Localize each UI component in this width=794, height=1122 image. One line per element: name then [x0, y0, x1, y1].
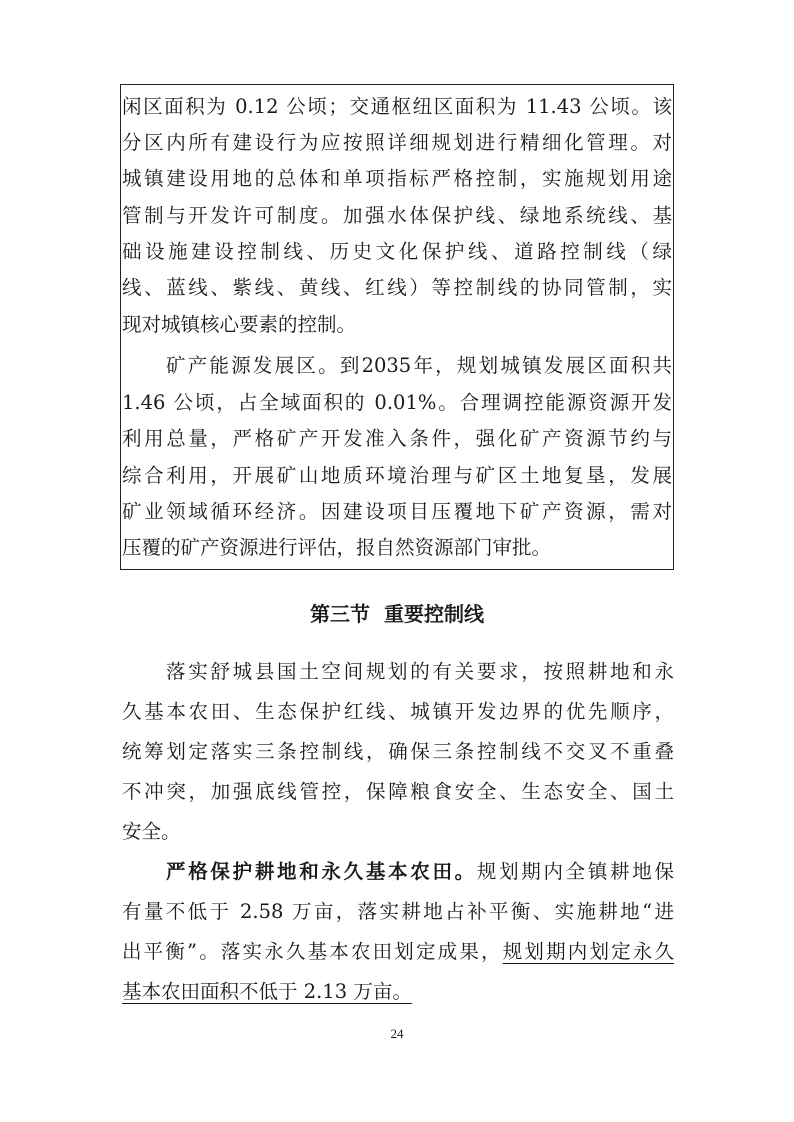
bold-lead: 严格保护耕地和永久基本农田。 — [166, 860, 477, 883]
body-line: 不冲突，加强底线管控，保障粮食安全、生态安全、国土 — [122, 780, 674, 803]
box-line: 压覆的矿产资源进行评估，报自然资源部门审批。 — [122, 536, 552, 559]
body-line: 有量不低于 2.58 万亩，落实耕地占补平衡、实施耕地“进 — [122, 900, 674, 923]
box-line: 矿产能源发展区。到2035年，规划城镇发展区面积共 — [166, 354, 672, 377]
box-line: 线、蓝线、紫线、黄线、红线）等控制线的协同管制，实 — [122, 276, 672, 299]
box-line: 管制与开发许可制度。加强水体保护线、绿地系统线、基 — [122, 204, 672, 227]
box-line: 现对城镇核心要素的控制。 — [122, 313, 357, 336]
body-line — [122, 940, 674, 964]
body-line: 落实舒城县国土空间规划的有关要求，按照耕地和永 — [166, 660, 674, 683]
underlined-text: 规划期内划定永久 — [502, 940, 674, 963]
body-line: 统筹划定落实三条控制线，确保三条控制线不交叉不重叠 — [122, 740, 674, 763]
text-run: 出平衡”。落实永久基本农田划定成果， — [122, 940, 503, 963]
body-line — [122, 980, 674, 1004]
body-line: 安全。 — [122, 820, 181, 843]
box-line: 综合利用，开展矿山地质环境治理与矿区土地复垦，发展 — [122, 464, 672, 487]
box-line: 闲区面积为 0.12 公顷；交通枢纽区面积为 11.43 公顷。该 — [122, 95, 672, 118]
body-line — [122, 860, 674, 884]
box-line: 分区内所有建设行为应按照详细规划进行精细化管理。对 — [122, 131, 672, 154]
body-line: 久基本农田、生态保护红线、城镇开发边界的优先顺序， — [122, 700, 674, 723]
text-run: 规划期内全镇耕地保 — [476, 860, 674, 883]
box-line: 利用总量，严格矿产开发准入条件，强化矿产资源节约与 — [122, 427, 672, 450]
section-heading: 第三节 重要控制线 — [310, 602, 484, 626]
box-line: 矿业领域循环经济。因建设项目压覆地下矿产资源，需对 — [122, 500, 672, 523]
box-line: 1.46 公顷，占全域面积的 0.01%。合理调控能源资源开发 — [122, 391, 672, 414]
underlined-text: 基本农田面积不低于 2.13 万亩。 — [122, 980, 412, 1003]
box-line: 城镇建设用地的总体和单项指标严格控制，实施规划用途 — [122, 167, 672, 190]
box-line: 础设施建设控制线、历史文化保护线、道路控制线（绿 — [122, 240, 672, 263]
page-number: 24 — [390, 1026, 404, 1041]
